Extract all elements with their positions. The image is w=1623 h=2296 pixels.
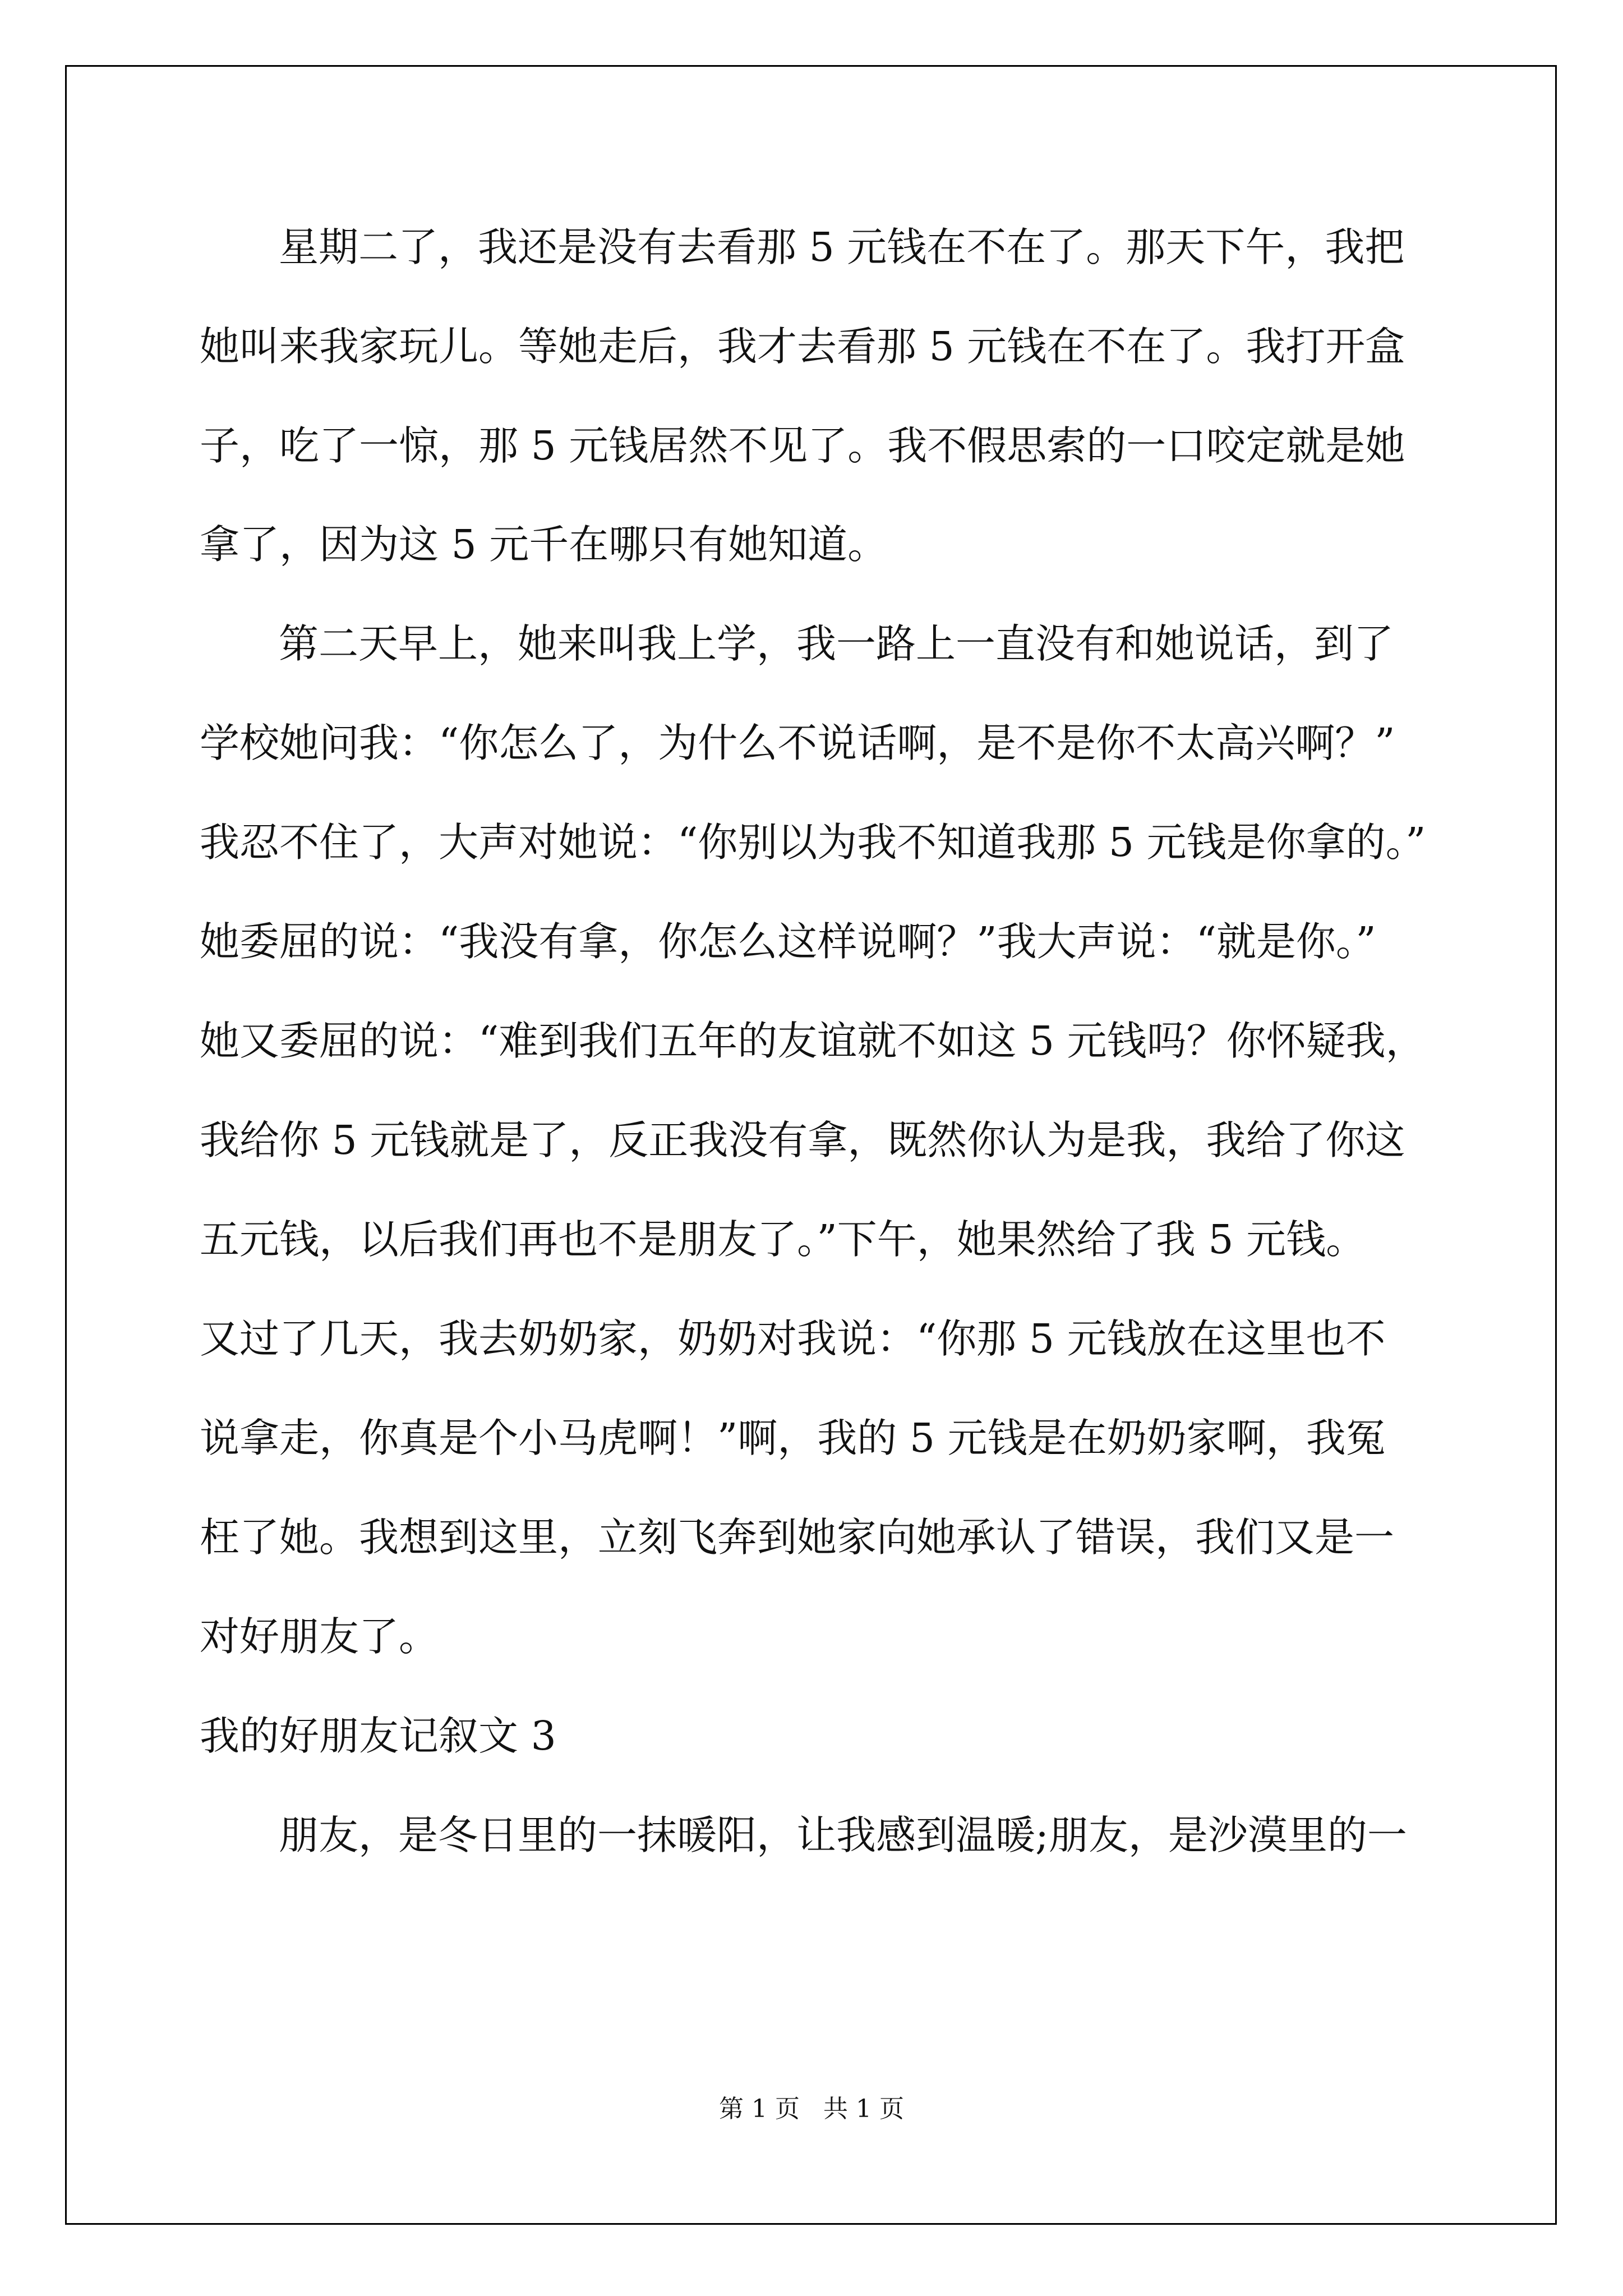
- text-line: 拿了，因为这 5 元千在哪只有她知道。: [200, 521, 888, 568]
- text-line: 我给你 5 元钱就是了，反正我没有拿，既然你认为是我，我给了你这: [200, 1117, 1405, 1163]
- text-line: 她又委屈的说：“难到我们五年的友谊就不如这 5 元钱吗？你怀疑我，: [200, 1018, 1426, 1064]
- text-line: 又过了几天，我去奶奶家，奶奶对我说：“你那 5 元钱放在这里也不: [200, 1315, 1386, 1362]
- text-line: 她委屈的说：“我没有拿，你怎么这样说啊？”我大声说：“就是你。”: [200, 918, 1376, 965]
- text-line: 我忍不住了，大声对她说：“你别以为我不知道我那 5 元钱是你拿的。”: [200, 819, 1426, 866]
- section-heading: 我的好朋友记叙文 3: [200, 1713, 556, 1759]
- text-line: 学校她问我：“你怎么了，为什么不说话啊，是不是你不太高兴啊？”: [200, 720, 1395, 766]
- text-line: 星期二了，我还是没有去看那 5 元钱在不在了。那天下午，我把: [279, 224, 1405, 270]
- text-line: 枉了她。我想到这里，立刻飞奔到她家向她承认了错误，我们又是一: [200, 1514, 1395, 1561]
- text-line: 说拿走，你真是个小马虎啊！”啊，我的 5 元钱是在奶奶家啊，我冤: [200, 1415, 1386, 1461]
- text-line: 她叫来我家玩儿。等她走后，我才去看那 5 元钱在不在了。我打开盒: [200, 323, 1405, 370]
- text-line: 子，吃了一惊，那 5 元钱居然不见了。我不假思索的一口咬定就是她: [200, 422, 1405, 469]
- page-footer: 第 1 页 共 1 页: [719, 2095, 904, 2123]
- text-line: 五元钱，以后我们再也不是朋友了。”下午，她果然给了我 5 元钱。: [200, 1216, 1366, 1263]
- text-line: 第二天早上，她来叫我上学，我一路上一直没有和她说话，到了: [279, 620, 1394, 667]
- text-line: 对好朋友了。: [200, 1613, 439, 1660]
- text-line: 朋友，是冬日里的一抹暖阳，让我感到温暖;朋友，是沙漠里的一: [279, 1812, 1407, 1858]
